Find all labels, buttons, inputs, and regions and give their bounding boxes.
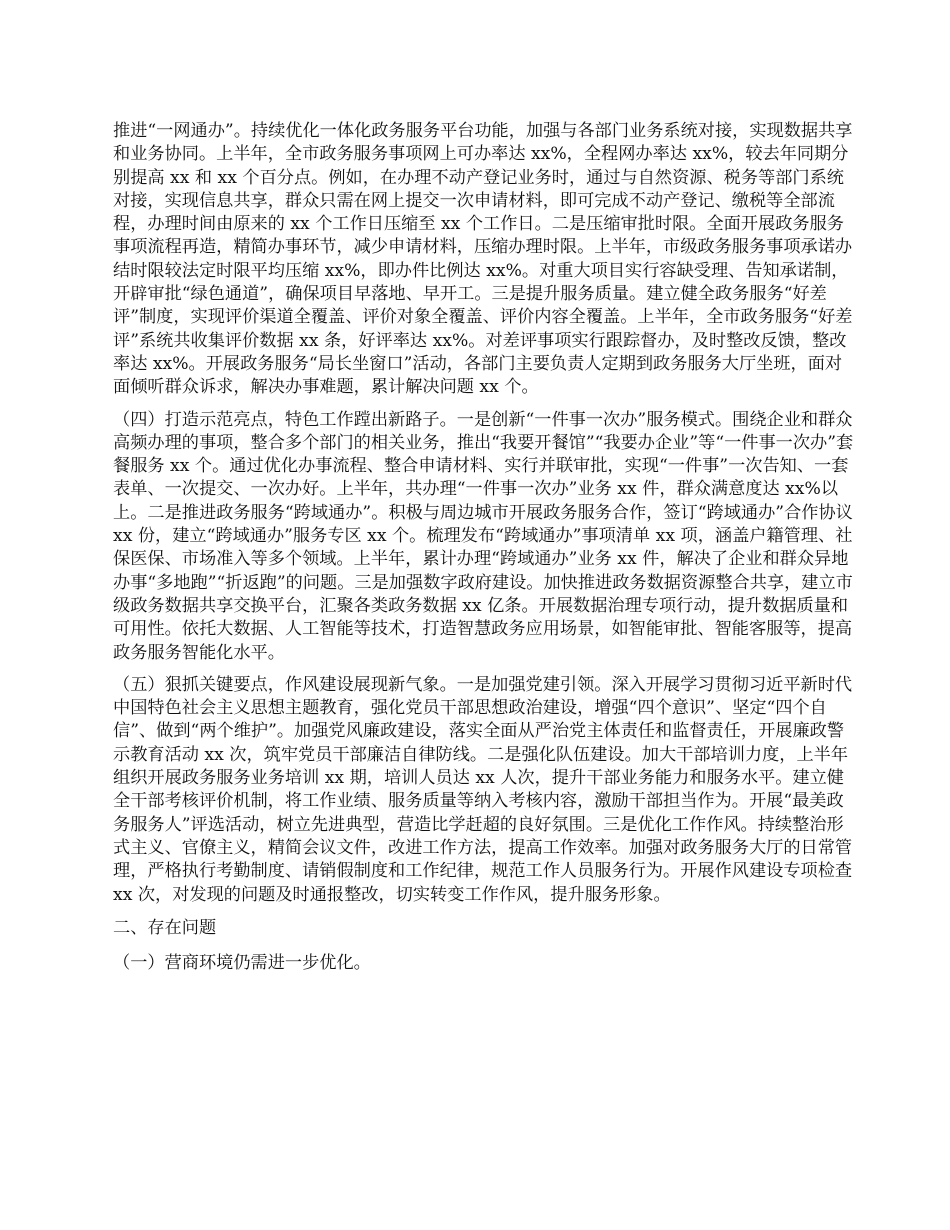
- document-page: [113, 120, 859, 975]
- paragraph-work-style: （五）狠抓关键要点，作风建设展现新气象。一是加强党建引领。深入开展学习贯彻习近平新时代中国特色社会主义思想主题教育，强化党员干部思想政治建设，增强“四个意识”、坚定“四个自信”、做到“两个维护”。加强党风廉政建设，落实全面从严治党主体责任和监督责任，开展廉政警示教育活动 xx 次，筑牢党员干部廉洁自律防线。二是强化队伍建设。加大干部培训力度，上半年组织开展政务服务业务培训 xx 期，培训人员达 xx 人次，提升干部业务能力和服务水平。建立健全干部考核评价机制，将工作业绩、服务质量等纳入考核内容，激励干部担当作为。开展“最美政务服务人”评选活动，树立先进典型，营造比学赶超的良好氛围。三是优化工作作风。持续整治形式主义、官僚主义，精简会议文件，改进工作方法，提高工作效率。加强对政务服务大厅的日常管理，严格执行考勤制度、请销假制度和工作纪律，规范工作人员服务行为。开展作风建设专项检查 xx 次，对发现的问题及时通报整改，切实转变工作作风，提升服务形象。: [113, 674, 858, 905]
- subsection-heading-business-environment: （一）营商环境仍需进一步优化。: [113, 953, 371, 974]
- paragraph-online-services: 推进“一网通办”。持续优化一体化政务服务平台功能，加强与各部门业务系统对接，实现数据共享和业务协同。上半年，全市政务服务事项网上可办率达 xx%，全程网办率达 xx%，较去年同期分别提高 xx 和 xx 个百分点。例如，在办理不动产登记业务时，通过与自然资源、税务等部门系统对接，实现信息共享，群众只需在网上提交一次申请材料，即可完成不动产登记、缴税等全部流程，办理时间由原来的 xx 个工作日压缩至 xx 个工作日。二是压缩审批时限。全面开展政务服务事项流程再造，精简办事环节，减少申请材料，压缩办理时限。上半年，市级政务服务事项承诺办结时限较法定时限平均压缩 xx%，即办件比例达 xx%。对重大项目实行容缺受理、告知承诺制，开辟审批“绿色通道”，确保项目早落地、早开工。三是提升服务质量。建立健全政务服务“好差评”制度，实现评价渠道全覆盖、评价对象全覆盖、评价内容全覆盖。上半年，全市政务服务“好差评”系统共收集评价数据 xx 条，好评率达 xx%。对差评事项实行跟踪督办，及时整改反馈，整改率达 xx%。开展政务服务“局长坐窗口”活动，各部门主要负责人定期到政务服务大厅坐班，面对面倾听群众诉求，解决办事难题，累计解决问题 xx 个。: [113, 121, 853, 398]
- section-heading-problems: 二、存在问题: [113, 917, 217, 938]
- paragraph-highlights: （四）打造示范亮点，特色工作蹚出新路子。一是创新“一件事一次办”服务模式。围绕企业和群众高频办理的事项，整合多个部门的相关业务，推出“我要开餐馆”“我要办企业”等“一件事一次办”套餐服务 xx 个。通过优化办事流程、整合申请材料、实行并联审批，实现“一件事”一次告知、一套表单、一次提交、一次办好。上半年，共办理“一件事一次办”业务 xx 件，群众满意度达 xx%以上。二是推进政务服务“跨域通办”。积极与周边城市开展政务服务合作，签订“跨域通办”合作协议 xx 份，建立“跨域通办”服务专区 xx 个。梳理发布“跨域通办”事项清单 xx 项，涵盖户籍管理、社保医保、市场准入等多个领域。上半年，累计办理“跨域通办”业务 xx 件，解决了企业和群众异地办事“多地跑”“折返跑”的问题。三是加强数字政府建设。加快推进政务数据资源整合共享，建立市级政务数据共享交换平台，汇聚各类政务数据 xx 亿条。开展数据治理专项行动，提升数据质量和可用性。依托大数据、人工智能等技术，打造智慧政务应用场景，如智能审批、智能客服等，提高政务服务智能化水平。: [113, 409, 859, 663]
